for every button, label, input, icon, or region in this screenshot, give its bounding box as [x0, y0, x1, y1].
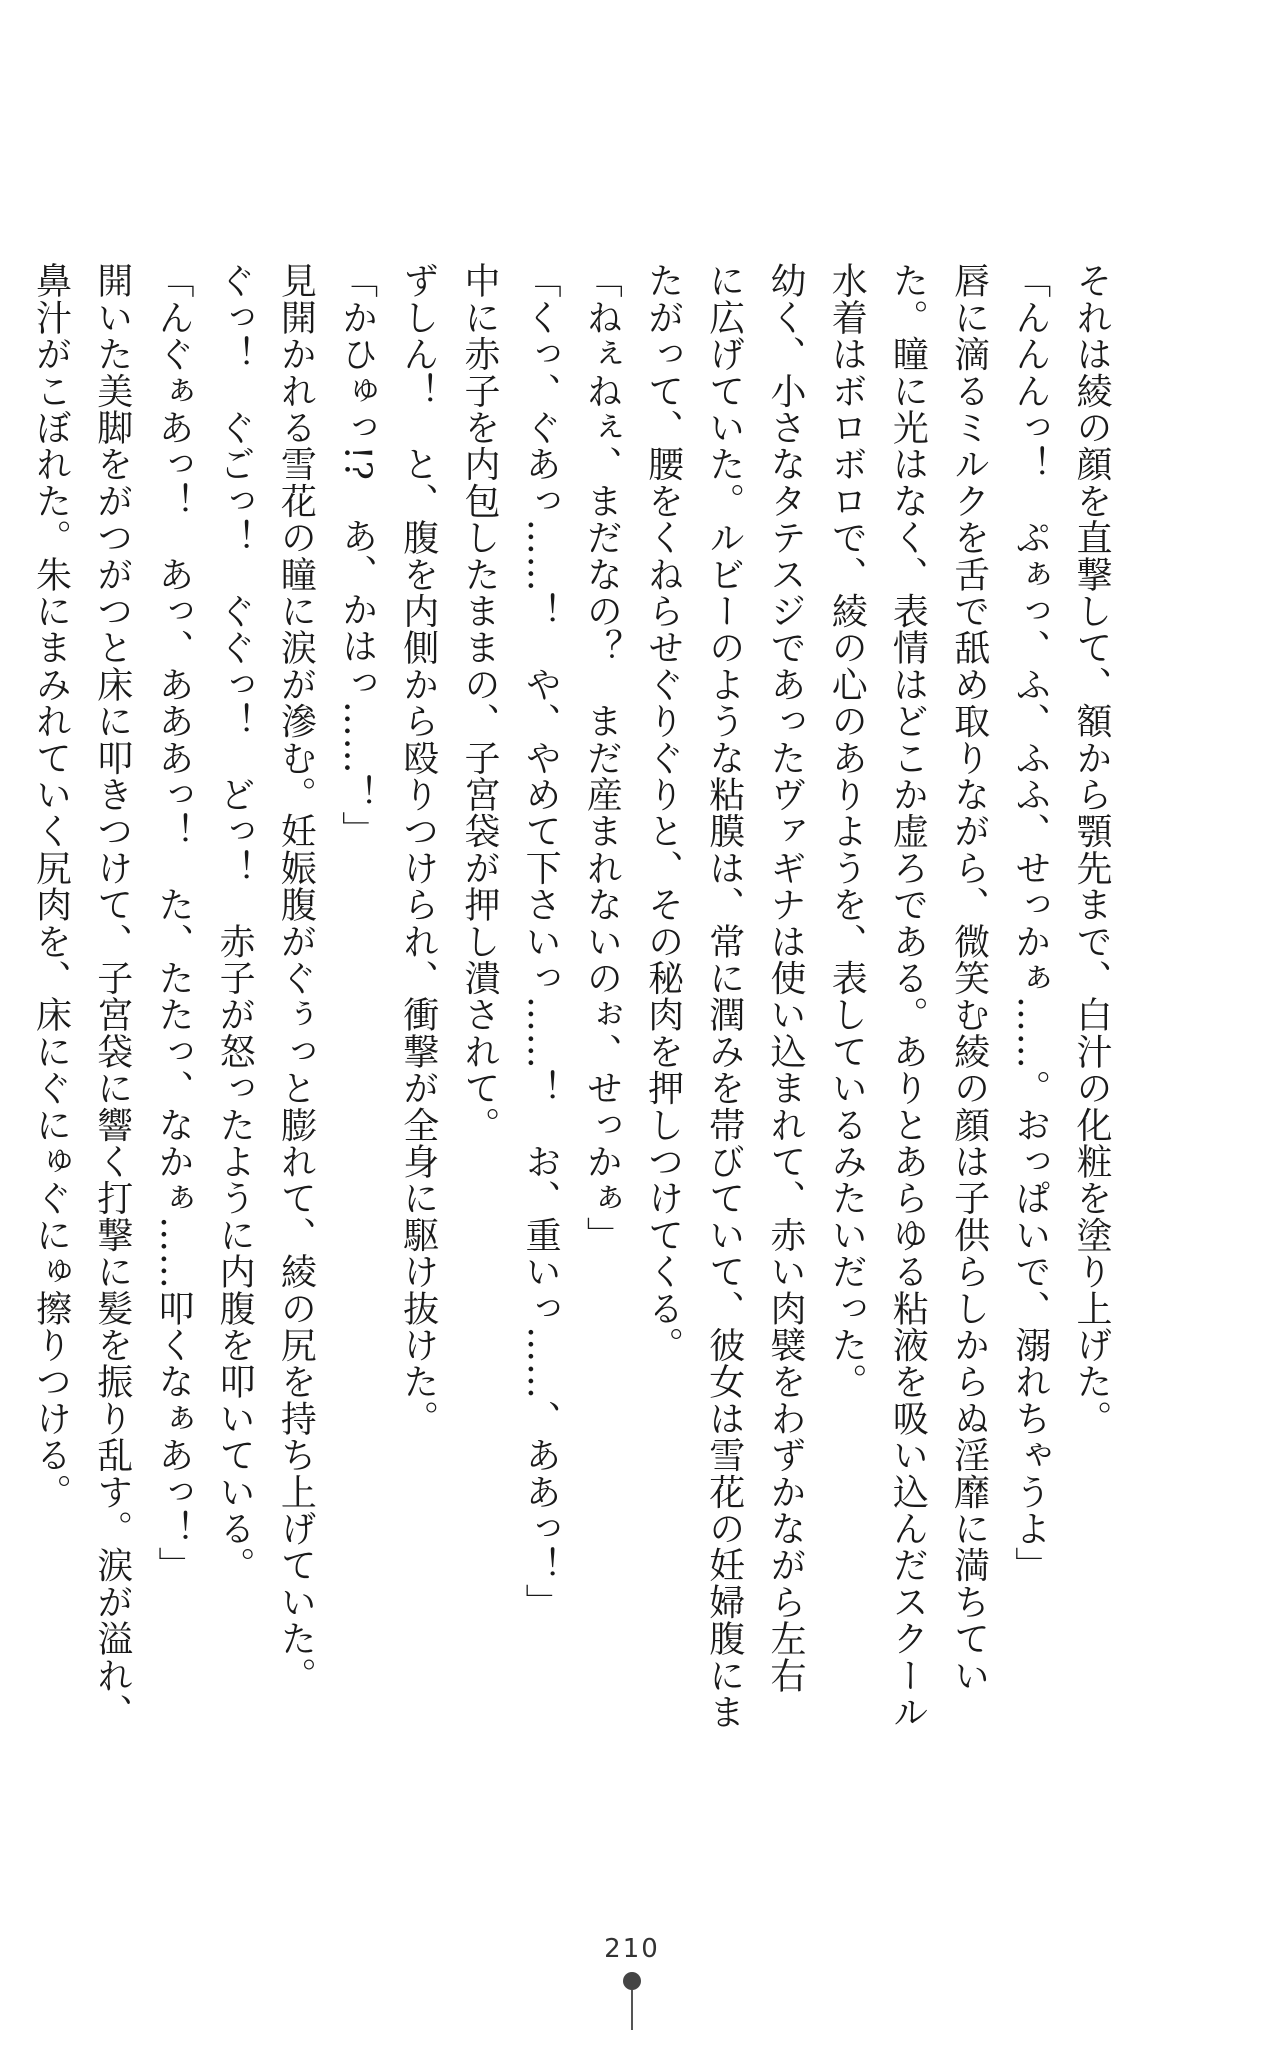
text-line: それは綾の顔を直撃して、額から顎先まで、白汁の化粧を塗り上げた。 [1071, 262, 1112, 1437]
text-line: 唇に滴るミルクを舌で舐め取りながら、微笑む綾の顔は子供らしからぬ淫靡に満ちてい [948, 262, 990, 1694]
text-line: 「んんんっ！ ぷぁっ、ふ、ふふ、せっかぁ……。おっぱいで、溺れちゃうよ」 [1009, 262, 1051, 1584]
text-line: 鼻汁がこぼれた。朱にまみれていく尻肉を、床にぐにゅぐにゅ擦りつける。 [30, 262, 72, 1510]
text-line: 「くっ、ぐあっ……！ や、やめて下さいっ……！ お、重いっ……、ああっ！」 [520, 262, 562, 1620]
page-number: 210 [604, 1934, 660, 1964]
text-line: た。瞳に光はなく、表情はどこか虚ろである。ありとあらゆる粘液を吸い込んだスクール [887, 262, 929, 1730]
text-line: 中に赤子を内包したままの、子宮袋が押し潰されて。 [458, 262, 500, 1143]
text-line: ぐっ！ ぐごっ！ ぐぐっ！ どっ！ 赤子が怒ったように内腹を叩いている。 [214, 262, 256, 1584]
text-line: たがって、腰をくねらせぐりぐりと、その秘肉を押しつけてくる。 [642, 262, 684, 1363]
text-line: 「ねぇねぇ、まだなの？ まだ産まれないのぉ、せっかぁ」 [581, 262, 623, 1253]
text-line: に広げていた。ルビーのような粘膜は、常に潤みを帯びていて、彼女は雪花の妊婦腹にま [703, 262, 745, 1730]
text-line: 開いた美脚をがつがつと床に叩きつけて、子宮袋に響く打撃に髪を振り乱す。涙が溢れ、 [91, 262, 133, 1730]
page-footer [0, 1934, 1264, 2030]
text-line: 「かひゅっ!? あ、かはっ……！」 [336, 262, 378, 848]
page-marker-dot-icon [623, 1972, 641, 1990]
text-line: 見開かれる雪花の瞳に涙が滲む。妊娠腹がぐぅっと膨れて、綾の尻を持ち上げていた。 [275, 262, 317, 1694]
text-line: 「んぐぁあっ！ あっ、あああっ！ た、たたっ、なかぁ……叩くなぁあっ！」 [152, 262, 194, 1584]
text-line: 水着はボロボロで、綾の心のありようを、表しているみたいだった。 [826, 262, 868, 1400]
text-line: 幼く、小さなタテスジであったヴァギナは使い込まれて、赤い肉襞をわずかながら左右 [764, 262, 806, 1694]
text-line: ずしん！ と、腹を内側から殴りつけられ、衝撃が全身に駆け抜けた。 [397, 262, 439, 1437]
page-marker-line [631, 1990, 633, 2030]
body-text [30, 262, 1122, 1792]
